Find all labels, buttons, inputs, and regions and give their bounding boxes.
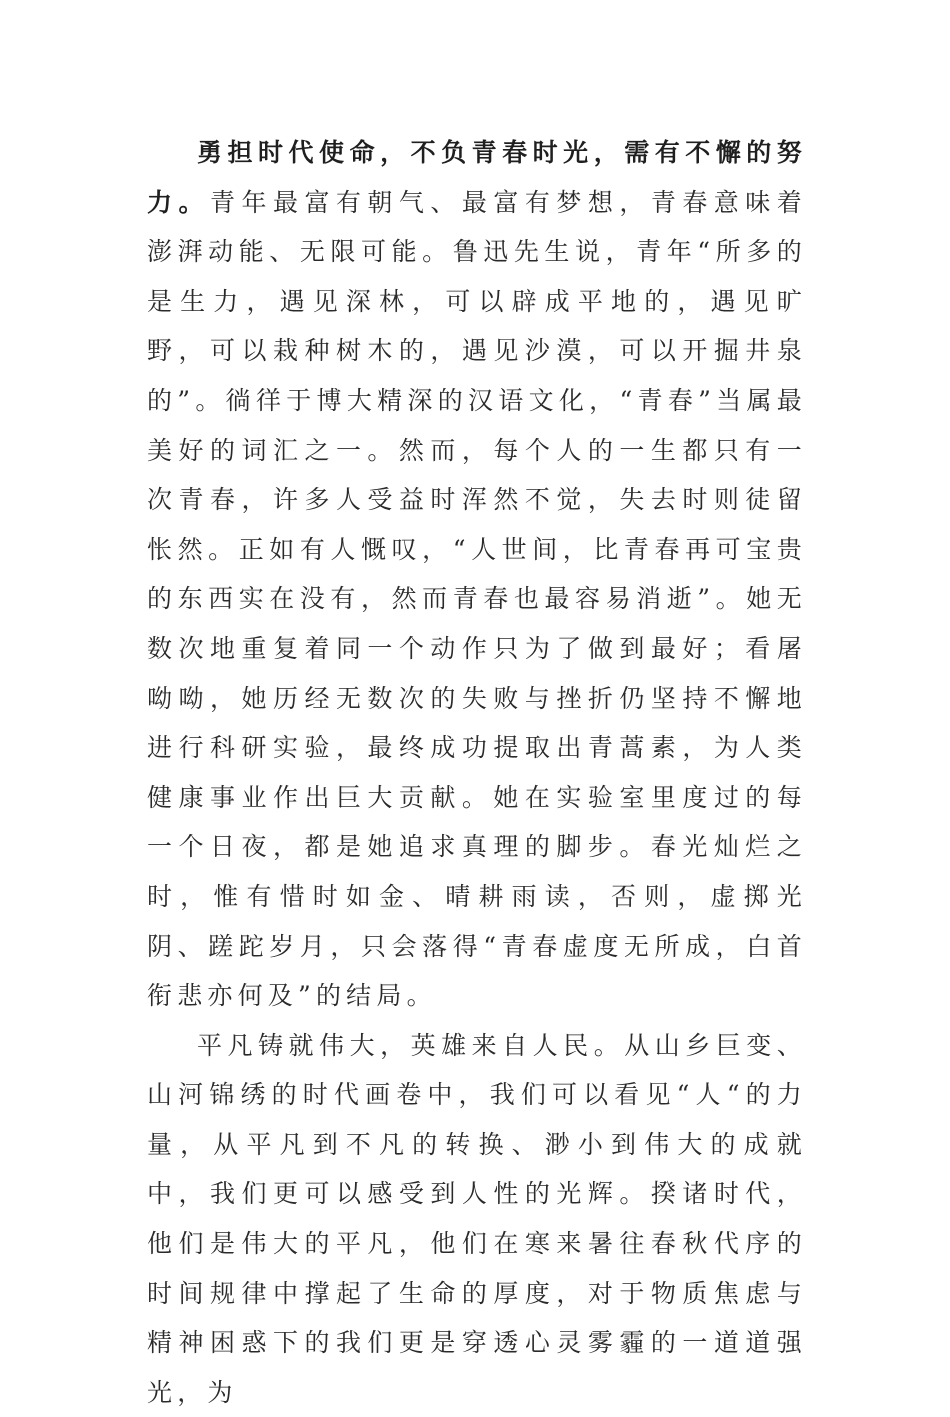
paragraph-1-lead: 勇担时代使命，不负青春时光，需有不懈的努力。 <box>147 138 807 217</box>
paragraph-2 <box>147 1021 807 1417</box>
document-body <box>147 128 807 1417</box>
paragraph-1 <box>147 128 807 1021</box>
paragraph-2-text: 平凡铸就伟大，英雄来自人民。从山乡巨变、山河锦绣的时代画卷中，我们可以看见“人“的力量，从平凡到不凡的转换、渺小到伟大的成就中，我们更可以感受到人性的光辉。揆诸时代，他们是伟大的平凡，他们在寒来暑往春秋代序的时间规律中撑起了生命的厚度，对于物质焦虑与精神困惑下的我们更是穿透心灵雾霾的一道道强光，为 <box>147 1030 807 1407</box>
paragraph-1-text: 青年最富有朝气、最富有梦想，青春意味着澎湃动能、无限可能。鲁迅先生说，青年“所多的是生力，遇见深林，可以辟成平地的，遇见旷野，可以栽种树木的，遇见沙漠，可以开掘井泉的”。徜徉于博大精深的汉语文化，“青春”当属最美好的词汇之一。然而，每个人的一生都只有一次青春，许多人受益时浑然不觉，失去时则徒留怅然。正如有人慨叹，“人世间，比青春再可宝贵的东西实在没有，然而青春也最容易消逝”。她无数次地重复着同一个动作只为了做到最好；看屠呦呦，她历经无数次的失败与挫折仍坚持不懈地进行科研实验，最终成功提取出青蒿素，为人类健康事业作出巨大贡献。她在实验室里度过的每一个日夜，都是她追求真理的脚步。春光灿烂之时，惟有惜时如金、晴耕雨读，否则，虚掷光阴、蹉跎岁月，只会落得“青春虚度无所成，白首衔悲亦何及”的结局。 <box>147 187 807 1011</box>
